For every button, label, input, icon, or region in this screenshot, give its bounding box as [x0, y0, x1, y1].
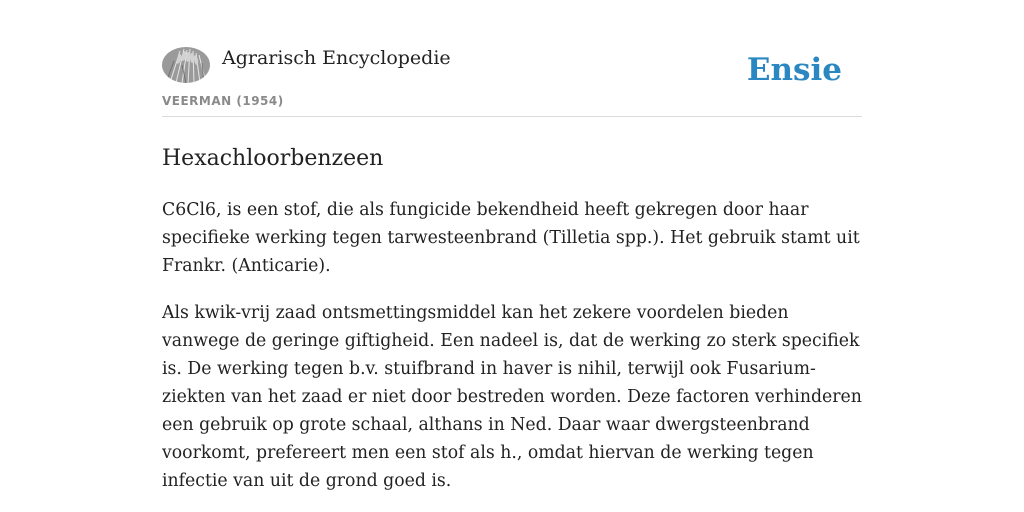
page [162, 0, 862, 495]
article-title: Hexachloorbenzeen [162, 146, 384, 171]
source-meta: VEERMAN (1954) [162, 94, 284, 108]
source-title[interactable]: Agrarisch Encyclopedie [222, 47, 451, 69]
article-paragraph: C6Cl6, is een stof, die als fungicide bekendheid heeft gekregen door haar specifieke werking tegen tarwesteenbrand (Tilletia spp.). Het gebruik stamt uit Frankr. (Anticarie). [162, 200, 860, 276]
article-paragraph: Als kwik-vrij zaad ontsmettingsmiddel kan het zekere voordelen bieden vanwege de geringe giftigheid. Een nadeel is, dat de werking zo sterk specifiek is. De werking tegen b.v. stuifbrand in haver is nihil, terwijl ook Fusarium-ziekten van het zaad er niet door bestreden worden. Deze factoren verhinderen een gebruik op grote schaal, althans in Ned. Daar waar dwergsteenbrand voorkomt, prefereert men een stof als h., omdat hiervan de werking tegen infectie van uit de grond goed is. [162, 303, 862, 491]
wheat-logo-icon[interactable] [162, 47, 210, 83]
brand-logo-link[interactable]: Ensie [746, 52, 842, 88]
header [162, 0, 862, 117]
